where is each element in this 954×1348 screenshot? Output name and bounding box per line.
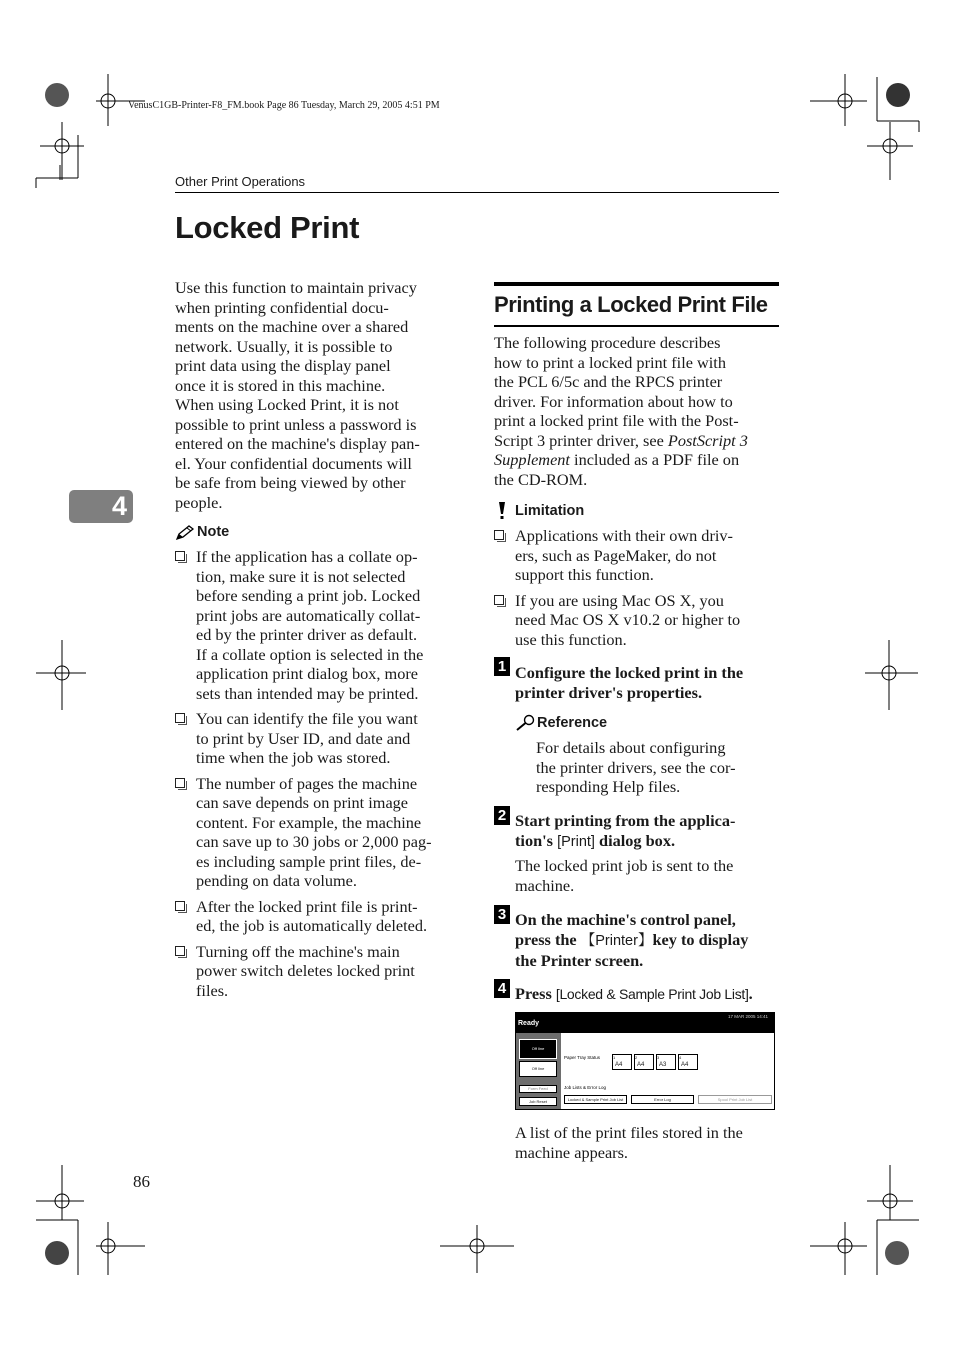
limitation-list xyxy=(494,526,779,655)
text-line: how to print a locked print file with xyxy=(494,352,726,372)
text-line: Turning off the machine's main xyxy=(196,941,400,961)
button-label: Off line xyxy=(531,1046,545,1051)
exclamation-icon xyxy=(494,501,510,521)
text-line: Configure the locked print in the xyxy=(515,663,744,682)
magnifier-icon xyxy=(515,714,537,732)
text-line: the Printer screen. xyxy=(515,951,644,970)
tray-size: A3 xyxy=(659,1062,667,1068)
text-line: print data using the display panel xyxy=(175,356,391,375)
text-line: The locked print job is sent to the xyxy=(515,856,734,875)
tray-4 xyxy=(678,1054,698,1070)
printer-key: 【Printer】 xyxy=(580,932,653,949)
text-line: tion, make sure it is not selected xyxy=(196,566,406,586)
page-title: Locked Print xyxy=(175,210,360,245)
text-line: content. For example, the machine xyxy=(196,812,422,832)
text-run: Press xyxy=(515,984,556,1003)
button-label: Locked & Sample Print Job List xyxy=(567,1097,624,1102)
reference-header xyxy=(515,712,607,734)
section-rule-top xyxy=(494,282,779,286)
step-number-3: 3 xyxy=(494,905,510,924)
step-number-2: 2 xyxy=(494,806,510,825)
screen-left-pane xyxy=(516,1033,561,1109)
note-item xyxy=(175,897,460,936)
text-line: to print by User ID, and date and xyxy=(196,728,411,748)
text-line xyxy=(494,450,779,470)
registration-mark-middle-left xyxy=(36,640,96,710)
checkbox-bullet-icon xyxy=(494,595,504,605)
text-line: The following procedure describes xyxy=(494,333,721,352)
text-line: For details about configuring xyxy=(536,738,726,757)
text-line xyxy=(515,930,779,952)
text-line: entered on the machine's display pan- xyxy=(175,434,420,453)
note-heading: Note xyxy=(197,524,230,541)
paper-tray-label: Paper Tray Status xyxy=(564,1055,601,1060)
left-column xyxy=(175,278,460,1006)
screen-clock: 17 MAR 2005 14:41 xyxy=(727,1014,768,1019)
job-list-label: Job Lists & Error Log xyxy=(564,1085,607,1090)
tray-label: 4 xyxy=(679,1055,682,1060)
text-line: once it is stored in this machine. xyxy=(175,375,386,395)
step-2-instruction xyxy=(515,811,779,852)
page-number: 86 xyxy=(133,1172,150,1191)
text-run: Script 3 printer driver, see xyxy=(494,430,668,450)
checkbox-bullet-icon xyxy=(175,901,185,911)
error-log-button[interactable] xyxy=(631,1095,694,1104)
text-run: tion's xyxy=(515,830,558,850)
spool-print-job-list-button[interactable] xyxy=(698,1095,772,1104)
form-feed-button[interactable] xyxy=(519,1085,557,1093)
tray-1 xyxy=(612,1054,632,1070)
button-label: Job Reset xyxy=(528,1099,547,1104)
online-button[interactable] xyxy=(519,1039,557,1059)
text-line: print a locked print file with the Post- xyxy=(494,411,739,430)
running-head: Other Print Operations xyxy=(175,174,306,189)
text-line: pending on data volume. xyxy=(196,871,357,890)
text-run: key to display xyxy=(652,929,749,949)
limitation-header xyxy=(494,500,584,522)
text-line: ed by the printer driver as default. xyxy=(196,625,418,644)
step-1-instruction xyxy=(515,663,779,702)
text-line: Use this function to maintain privacy xyxy=(175,278,417,297)
registration-mark-middle-right xyxy=(860,640,920,710)
text-line xyxy=(494,431,779,451)
text-run: dialog box. xyxy=(594,830,676,850)
text-line: el. Your confidential documents will xyxy=(175,453,412,473)
limitation-item xyxy=(494,526,779,585)
button-label: Error Log xyxy=(654,1097,671,1102)
reference-heading: Reference xyxy=(537,715,608,731)
screen-status: Ready xyxy=(518,1020,540,1027)
text-line: sets than intended may be printed. xyxy=(196,683,419,703)
text-line: ed, the job is automatically deleted. xyxy=(196,916,428,935)
checkbox-bullet-icon xyxy=(175,946,185,956)
note-item xyxy=(175,709,460,768)
text-line: use this function. xyxy=(515,629,627,649)
note-header xyxy=(175,522,460,544)
text-line: Applications with their own driv- xyxy=(515,526,733,545)
intro-paragraph xyxy=(175,278,460,512)
text-line: print jobs are automatically collat- xyxy=(196,605,421,625)
text-run: press the xyxy=(515,929,581,949)
tray-label: 1 xyxy=(613,1055,616,1060)
button-label: Form Feed xyxy=(528,1086,548,1091)
chapter-tab: 4 xyxy=(69,490,133,523)
text-line: when printing confidential docu- xyxy=(175,297,389,317)
button-label: Spool Print Job List xyxy=(717,1097,753,1102)
tray-3 xyxy=(656,1054,676,1070)
registration-mark-top-left xyxy=(0,60,150,190)
registration-mark-bottom-left xyxy=(0,1160,150,1280)
document-title: Supplement xyxy=(494,450,570,469)
text-line: If the application has a collate op- xyxy=(196,547,418,566)
text-line: be safe from being viewed by other xyxy=(175,473,406,492)
note-item xyxy=(175,774,460,891)
text-line xyxy=(515,831,779,853)
text-line: power switch deletes locked print xyxy=(196,961,415,980)
text-line: printer driver's properties. xyxy=(515,682,703,702)
checkbox-bullet-icon xyxy=(175,713,185,723)
header-rule xyxy=(175,192,779,193)
section-rule-bottom xyxy=(494,325,779,327)
text-line: If a collate option is selected in the xyxy=(196,644,424,664)
text-line: On the machine's control panel, xyxy=(515,910,736,929)
text-line: files. xyxy=(196,980,229,1000)
tray-label: 2 xyxy=(635,1055,638,1060)
registration-mark-bottom-center xyxy=(440,1225,520,1275)
step-4-instruction xyxy=(515,984,779,1005)
note-item xyxy=(175,942,460,1001)
text-line: network. Usually, it is possible to xyxy=(175,336,393,356)
text-line: time when the job was stored. xyxy=(196,748,391,767)
tray-size: A4 xyxy=(615,1062,623,1068)
text-line: before sending a print job. Locked xyxy=(196,586,421,605)
text-line: possible to print unless a password is xyxy=(175,414,417,434)
tray-label: 3 xyxy=(657,1055,660,1060)
step-4-result xyxy=(515,1123,779,1162)
text-line: driver. For information about how to xyxy=(494,391,733,411)
screen-title-bar xyxy=(516,1013,774,1033)
text-line: If you are using Mac OS X, you xyxy=(515,590,724,610)
text-line: responding Help files. xyxy=(536,777,681,796)
limitation-heading: Limitation xyxy=(515,503,585,519)
text-line: the PCL 6/5c and the RPCS printer xyxy=(494,372,723,391)
locked-sample-print-job-list-button[interactable] xyxy=(564,1095,627,1104)
text-line: machine. xyxy=(515,875,575,895)
job-reset-button[interactable] xyxy=(519,1097,557,1106)
checkbox-bullet-icon xyxy=(175,778,185,788)
text-line: support this function. xyxy=(515,565,654,584)
reference-text xyxy=(536,738,779,797)
text-line: can save depends on print image xyxy=(196,793,409,812)
text-line: machine appears. xyxy=(515,1142,629,1162)
step-2-result xyxy=(515,856,779,895)
section-intro xyxy=(494,333,779,489)
offline-button[interactable] xyxy=(519,1061,557,1077)
text-run: . xyxy=(748,984,753,1003)
text-run: included as a PDF file on xyxy=(569,450,740,469)
checkbox-bullet-icon xyxy=(494,530,504,540)
text-line: The number of pages the machine xyxy=(196,773,418,793)
pencil-icon xyxy=(175,525,195,541)
job-list-key: [Locked & Sample Print Job List] xyxy=(555,986,749,1002)
text-line: Start printing from the applica- xyxy=(515,811,736,830)
section-title: Printing a Locked Print File xyxy=(494,292,768,317)
registration-mark-top-right xyxy=(805,60,954,190)
control-panel-screen xyxy=(515,1012,775,1110)
text-line: ments on the machine over a shared xyxy=(175,317,409,336)
text-line: application print dialog box, more xyxy=(196,664,419,683)
print-dialog-key: [Print] xyxy=(557,833,595,850)
tray-size: A4 xyxy=(681,1062,689,1068)
text-line: After the locked print file is print- xyxy=(196,896,418,916)
text-line: the CD-ROM. xyxy=(494,469,588,489)
checkbox-bullet-icon xyxy=(175,551,185,561)
button-label: Off line xyxy=(531,1066,545,1071)
step-3-instruction xyxy=(515,910,779,971)
step-number-1: 1 xyxy=(494,657,510,676)
registration-mark-bottom-right xyxy=(805,1160,954,1280)
text-line: need Mac OS X v10.2 or higher to xyxy=(515,610,741,629)
tray-size: A4 xyxy=(637,1062,645,1068)
document-title: PostScript 3 xyxy=(667,430,748,450)
print-metadata: VenusC1GB-Printer-F8_FM.book Page 86 Tuesday, March 29, 2005 4:51 PM xyxy=(128,100,440,111)
step-number-4: 4 xyxy=(494,979,510,998)
text-line: ers, such as PageMaker, do not xyxy=(515,545,717,565)
text-line: the printer drivers, see the cor- xyxy=(536,757,736,777)
text-line: A list of the print files stored in the xyxy=(515,1123,743,1142)
tray-2 xyxy=(634,1054,654,1070)
limitation-item xyxy=(494,591,779,650)
text-line: can save up to 30 jobs or 2,000 pag- xyxy=(196,832,432,851)
note-item xyxy=(175,547,460,703)
text-line: You can identify the file you want xyxy=(196,709,418,728)
text-line: people. xyxy=(175,492,223,512)
text-line: When using Locked Print, it is not xyxy=(175,395,399,414)
text-line: es including sample print files, de- xyxy=(196,851,422,871)
